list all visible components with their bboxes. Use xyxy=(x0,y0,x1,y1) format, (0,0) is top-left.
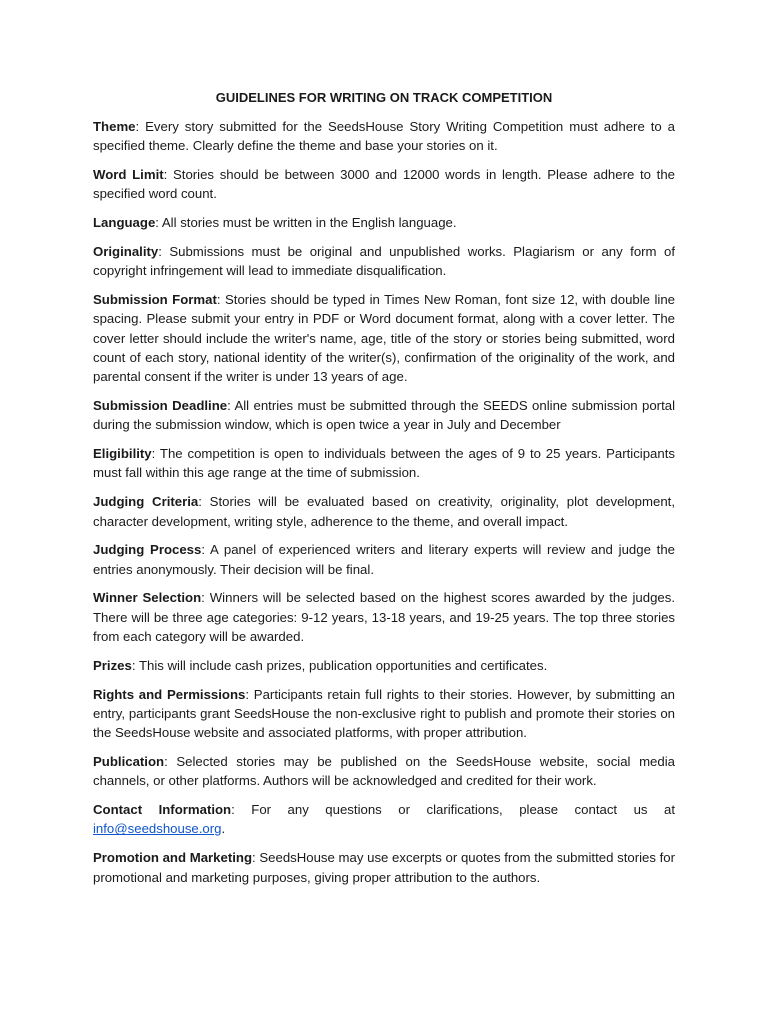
guideline-text: : Stories will be evaluated based on creativity, originality, plot development, character development, writing style, adherence to the theme, and overall impact. xyxy=(93,494,675,529)
guideline-text: : For any questions or clarifications, please contact us at xyxy=(231,802,675,818)
guideline-winner-selection xyxy=(93,588,675,646)
guideline-text: : Selected stories may be published on the SeedsHouse website, social media channels, or other platforms. Authors will be acknowledged and credited for their work. xyxy=(93,754,675,789)
guideline-text: : Submissions must be original and unpublished works. Plagiarism or any form of copyright infringement will lead to immediate disqualification. xyxy=(93,243,675,279)
guideline-text: : SeedsHouse may use excerpts or quotes from the submitted stories for promotional and marketing purposes, giving proper attribution to the authors. xyxy=(93,850,675,885)
guideline-label: Language xyxy=(93,215,156,231)
guideline-language xyxy=(93,213,675,232)
guideline-label: Word Limit xyxy=(93,167,164,183)
guideline-label: Judging Criteria xyxy=(93,494,199,510)
guideline-text: : This will include cash prizes, publication opportunities and certificates. xyxy=(131,657,548,673)
guideline-label: Judging Process xyxy=(93,542,202,558)
document-page xyxy=(93,88,675,896)
guideline-judging-criteria xyxy=(93,492,675,531)
guideline-originality xyxy=(93,242,675,281)
guideline-eligibility xyxy=(93,444,675,483)
guideline-promotion-marketing xyxy=(93,848,675,887)
guideline-label: Eligibility xyxy=(93,446,152,462)
guideline-label: Publication xyxy=(93,754,165,770)
document-title: GUIDELINES FOR WRITING ON TRACK COMPETITION xyxy=(215,90,553,105)
guidelines-list xyxy=(93,117,675,791)
guideline-label: Rights and Permissions xyxy=(93,686,246,702)
guideline-submission-deadline xyxy=(93,396,675,435)
guideline-text: : Every story submitted for the SeedsHouse Story Writing Competition must adhere to a specified theme. Clearly define the theme and base your stories on it. xyxy=(93,119,675,154)
guideline-text: : The competition is open to individuals between the ages of 9 to 25 years. Participants must fall within this age range at the time of submission. xyxy=(93,446,675,481)
guideline-publication xyxy=(93,752,675,791)
guideline-label: Promotion and Marketing xyxy=(93,850,253,866)
guideline-text-trailing: . xyxy=(221,821,226,837)
guideline-word-limit xyxy=(93,165,675,204)
guideline-contact-information xyxy=(93,800,675,839)
guideline-submission-format xyxy=(93,290,675,386)
guideline-label: Theme xyxy=(93,119,136,134)
guideline-text: : Participants retain full rights to their stories. However, by submitting an entry, participants grant SeedsHouse the non-exclusive right to publish and promote their stories on the SeedsHouse website and associated platforms, with proper attribution. xyxy=(93,686,675,741)
guideline-theme xyxy=(93,117,675,156)
guideline-text: : Stories should be between 3000 and 12000 words in length. Please adhere to the specified word count. xyxy=(93,167,675,202)
guideline-text: : All entries must be submitted through the SEEDS online submission portal during the submission window, which is open twice a year in July and December xyxy=(93,398,675,433)
guideline-judging-process xyxy=(93,540,675,579)
guideline-rights-permissions xyxy=(93,685,675,743)
guideline-text: : Stories should be typed in Times New Roman, font size 12, with double line spacing. Please submit your entry in PDF or Word document format, along with a cover letter. The cover letter should include the writer's name, age, title of the story or stories being submitted, word count of each story, national identity of the writer(s), confirmation of the originality of the work, and parental consent if the writer is under 13 years of age. xyxy=(93,292,675,385)
guideline-label: Prizes xyxy=(93,657,132,673)
guideline-text: : Winners will be selected based on the highest scores awarded by the judges. There will be three age categories: 9-12 years, 13-18 years, and 19-25 years. The top three stories from each category will be awarded. xyxy=(93,590,675,645)
guideline-label: Originality xyxy=(93,243,159,259)
guideline-label: Winner Selection xyxy=(93,590,202,606)
guideline-label: Submission Deadline xyxy=(93,398,228,414)
guideline-label: Contact Information xyxy=(93,802,232,818)
guideline-text: : A panel of experienced writers and literary experts will review and judge the entries anonymously. Their decision will be final. xyxy=(93,542,675,577)
guideline-prizes xyxy=(93,656,675,675)
guideline-label: Submission Format xyxy=(93,292,217,308)
guideline-text: : All stories must be written in the English language. xyxy=(155,215,457,231)
contact-email-link[interactable]: info@seedshouse.org xyxy=(93,821,222,837)
